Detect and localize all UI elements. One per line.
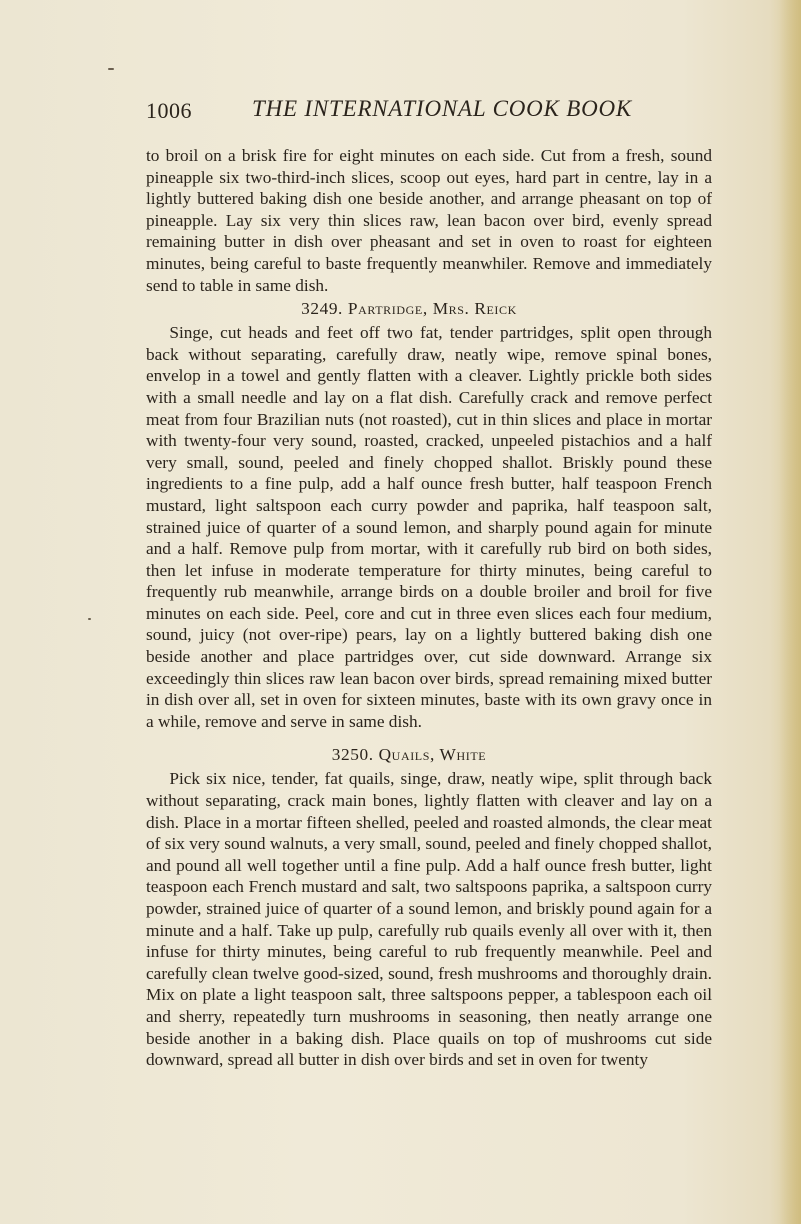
continuation-paragraph: to broil on a brisk fire for eight minutes on each side. Cut from a fresh, sound pineapple six two-third-inch slices, scoop out eyes, hard part in centre, lay in a lightly buttered baking dish one beside another, and arrange pheasant on top of pineapple. Lay six very thin slices raw, lean bacon over bird, evenly spread remaining butter in dish over pheasant and set in oven to roast for eighteen minutes, being careful to baste frequently meanwhiler. Remove and immediately send to table in same dish. [146,146,712,295]
paper-speck [108,68,114,70]
paper-speck [88,618,91,620]
page-edge-shadow [779,0,801,1224]
page-body [146,145,712,1071]
recipe-heading-3250: 3250. Quails, White [331,745,487,765]
running-title: THE INTERNATIONAL COOK BOOK [252,96,633,121]
page-number: 1006 [146,98,192,123]
page-header [146,96,716,130]
recipe-body-3250: Pick six nice, tender, fat quails, singe, draw, neatly wipe, split through back without separating, crack main bones, lightly flatten with cleaver and lay on a dish. Place in a mortar fifteen shelled, peeled and roasted almonds, the clear meat of six very sound walnuts, a very small, sound, peeled and finely chopped shallot, and pound all well together until a fine pulp. Add a half ounce fresh butter, light teaspoon each French mustard and salt, two saltspoons paprika, a saltspoon curry powder, strained juice of quarter of a sound lemon, and briskly pound again for a minute and a half. Take up pulp, carefully rub quails evenly all over with it, then infuse for thirty minutes, being careful to rub frequently meanwhile. Peel and carefully clean twelve good-sized, sound, fresh mushrooms and thoroughly drain. Mix on plate a light teaspoon salt, three saltspoons pepper, a tablespoon each oil and sherry, repeatedly turn mushrooms in seasoning, then neatly arrange one beside another in a baking dish. Place quails on top of mushrooms cut side downward, spread all butter in dish over birds and set in oven for twenty [146,769,712,1070]
recipe-body-3249: Singe, cut heads and feet off two fat, tender partridges, split open through back without separating, carefully draw, neatly wipe, remove spinal bones, envelop in a towel and gently flatten with a cleaver. Lightly prickle both sides with a small needle and lay on a flat dish. Carefully crack and remove perfect meat from four Brazilian nuts (not roasted), cut in thin slices and place in mortar with twenty-four very sound, roasted, cracked, unpeeled pistachios and a half very small, sound, peeled and finely chopped shallot. Briskly pound these ingredients to a fine pulp, add a half ounce fresh butter, half teaspoon French mustard, light saltspoon each curry powder and paprika, half teaspoon salt, strained juice of quarter of a sound lemon, and sharply pound again for minute and a half. Remove pulp from mortar, with it carefully rub bird on both sides, then let infuse in moderate temperature for thirty minutes, being careful to frequently rub meanwhile, arrange birds on a double broiler and broil for five minutes on each side. Peel, core and cut in three even slices each four medium, sound, juicy (not over-ripe) pears, lay on a lightly buttered baking dish one beside another and place partridges over, cut side downward. Arrange six exceedingly thin slices raw lean bacon over birds, spread remaining mixed butter in dish over all, set in oven for sixteen minutes, baste with its own gravy once in a while, remove and serve in same dish. [146,323,712,731]
recipe-heading-3249: 3249. Partridge, Mrs. Reick [301,299,517,319]
